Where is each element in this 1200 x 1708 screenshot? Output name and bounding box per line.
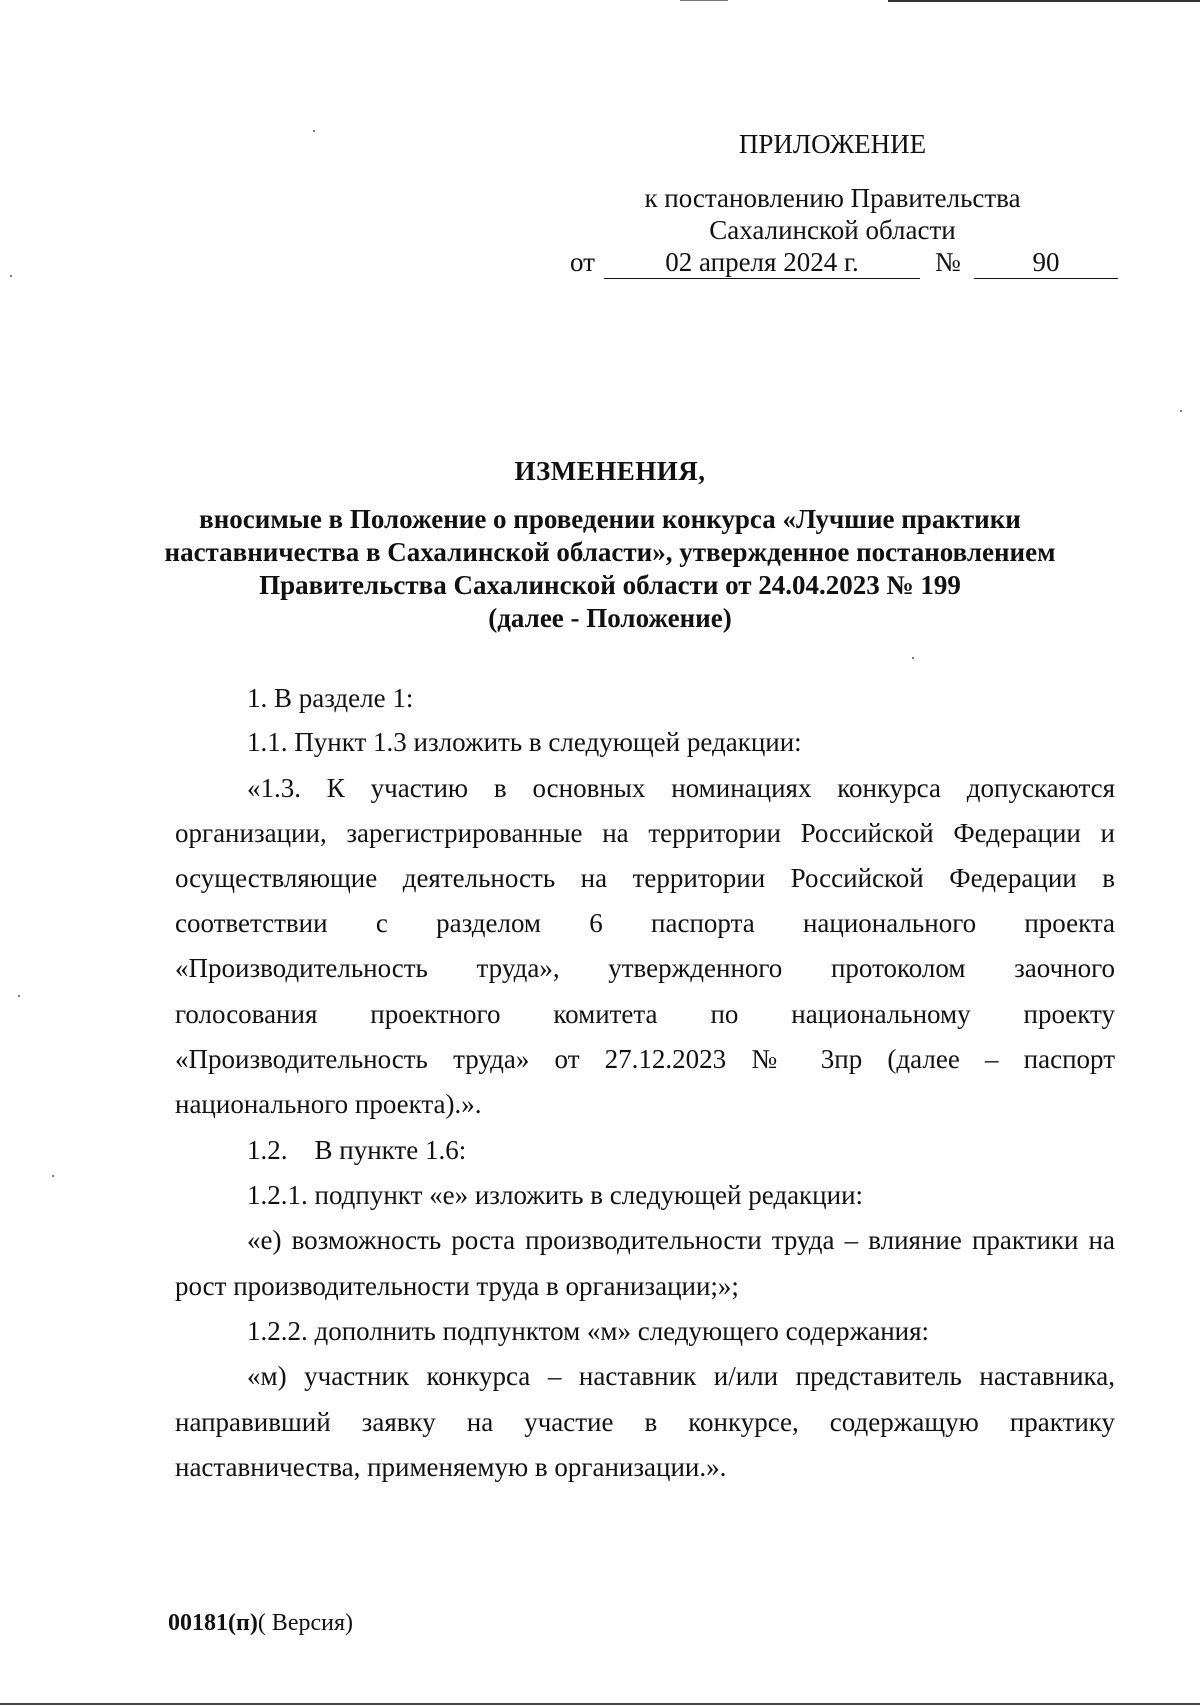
body-line: 1. В разделе 1: [247, 683, 414, 713]
approval-line-2: Сахалинской области [709, 215, 956, 245]
scan-speck [912, 657, 914, 659]
heading-title: ИЗМЕНЕНИЯ, [514, 456, 706, 486]
body-line: наставничества, применяемую в организации.». [175, 1452, 727, 1482]
date-from-label: от [570, 247, 595, 277]
document-heading [140, 455, 1080, 635]
scan-artifact [0, 1703, 1200, 1705]
document-version: ( Версия) [257, 1610, 353, 1636]
body-line: направивший заявку на участие в конкурсе, содержащую практику [175, 1407, 1115, 1437]
scan-speck [313, 130, 315, 132]
scan-artifact [888, 0, 1200, 2]
approval-line-1: к постановлению Правительства [644, 183, 1021, 213]
body-line: 1.1. Пункт 1.3 изложить в следующей редакции: [247, 727, 802, 757]
body-line: соответствии с разделом 6 паспорта национального проекта [175, 908, 1115, 938]
document-code: 00181(п) [168, 1610, 258, 1636]
heading-line: вносимые в Положение о проведении конкурса «Лучшие практики [199, 504, 1021, 534]
heading-line: наставничества в Сахалинской области», утвержденное постановлением [164, 537, 1056, 567]
body-line: «м) участник конкурса – наставник и/или представитель наставника, [247, 1361, 1115, 1391]
body-line: голосования проектного комитета по национальному проекту [175, 999, 1115, 1029]
decree-date: 02 апреля 2024 г. [604, 246, 920, 279]
heading-line: (далее - Положение) [488, 603, 732, 633]
body-line: 1.2.1. подпункт «е» изложить в следующей редакции: [247, 1180, 864, 1210]
approval-date-row [560, 246, 1120, 280]
heading-line: Правительства Сахалинской области от 24.04.2023 № 199 [259, 570, 961, 600]
body-line: «Производительность труда», утвержденного протоколом заочного [175, 953, 1115, 983]
scan-speck [1180, 410, 1182, 412]
appendix-title: ПРИЛОЖЕНИЕ [738, 129, 927, 159]
body-line: 1.2. В пункте 1.6: [247, 1135, 467, 1165]
body-line: национального проекта).». [175, 1089, 482, 1119]
body-line: «е) возможность роста производительности труда – влияние практики на [247, 1225, 1115, 1255]
body-line: осуществляющие деятельность на территории Российской Федерации в [175, 863, 1115, 893]
scan-speck [10, 275, 12, 277]
body-line: рост производительности труда в организации;»; [175, 1271, 739, 1301]
body-line: организации, зарегистрированные на территории Российской Федерации и [175, 818, 1115, 848]
decree-number: 90 [974, 246, 1118, 279]
document-footer [168, 1608, 353, 1638]
body-line: «Производительность труда» от 27.12.2023 № 3пр (далее – паспорт [175, 1044, 1115, 1074]
scan-artifact [680, 0, 728, 1]
body-line: «1.3. К участию в основных номинациях конкурса допускаются [247, 773, 1115, 803]
number-label: № [935, 247, 961, 277]
scan-speck [52, 1175, 54, 1177]
body-line: 1.2.2. дополнить подпунктом «м» следующего содержания: [247, 1316, 930, 1346]
scan-speck [18, 995, 20, 997]
